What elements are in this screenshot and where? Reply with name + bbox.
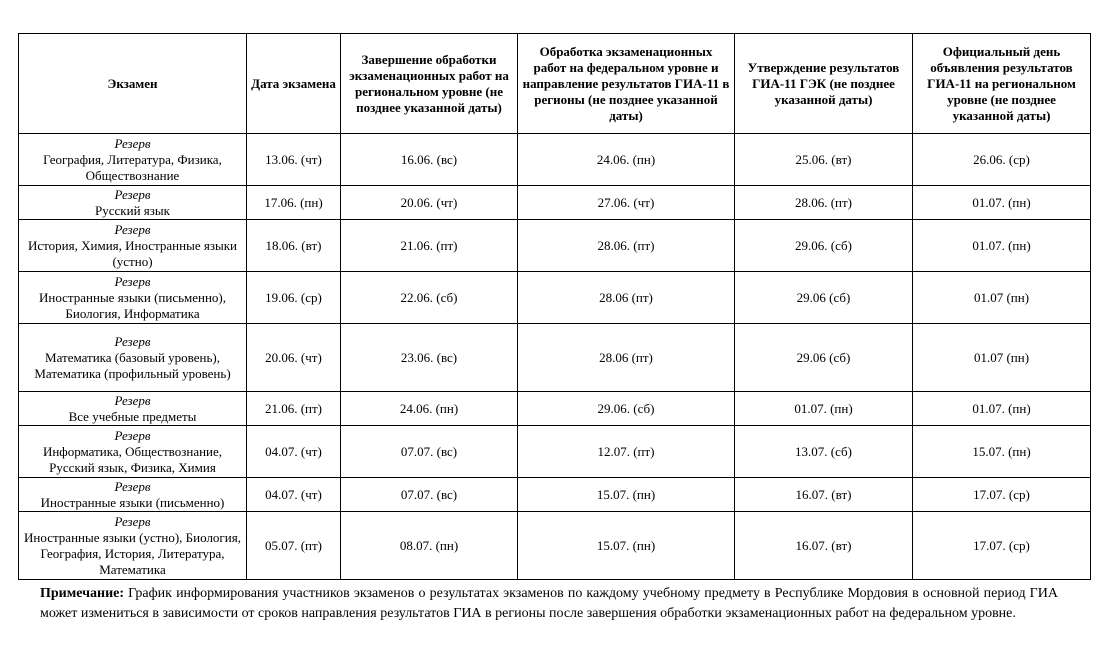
exam-subjects: Иностранные языки (письменно), Биология, Информатика — [38, 289, 227, 321]
federal-deadline: 24.06. (пн) — [518, 134, 735, 186]
gek-deadline: 25.06. (вт) — [735, 134, 913, 186]
table-row — [19, 220, 1091, 272]
gek-deadline: 29.06. (сб) — [735, 220, 913, 272]
exam-subjects: Русский язык — [95, 202, 170, 218]
exam-date: 18.06. (вт) — [247, 220, 341, 272]
federal-deadline: 28.06. (пт) — [518, 220, 735, 272]
reserve-tag: Резерв — [114, 427, 151, 443]
federal-deadline: 12.07. (пт) — [518, 426, 735, 478]
official-date: 17.07. (ср) — [913, 512, 1091, 580]
exam-subjects: История, Химия, Иностранные языки (устно) — [28, 237, 237, 269]
exam-date: 04.07. (чт) — [247, 478, 341, 512]
footnote — [40, 584, 1058, 624]
regional-deadline: 24.06. (пн) — [341, 392, 518, 426]
exam-subjects: Математика (базовый уровень), Математика (профильный уровень) — [34, 349, 231, 381]
footnote-text: График информирования участников экзаменов о результатах экзаменов по каждому учебному предмету в Республике Мордовия в основной период ГИА может измениться в зависимости от сроков направления результатов ГИА в регионы после завершения обработки экзаменационных работ на федеральном уровне. — [40, 586, 1058, 621]
table-row — [19, 272, 1091, 324]
exam-subjects: Иностранные языки (письменно) — [40, 494, 225, 510]
exam-subjects: Все учебные предметы — [68, 408, 197, 424]
official-date: 01.07 (пн) — [913, 272, 1091, 324]
gek-deadline: 29.06 (сб) — [735, 324, 913, 392]
header-exam-date: Дата экзамена — [247, 34, 341, 134]
gek-deadline: 01.07. (пн) — [735, 392, 913, 426]
regional-deadline: 23.06. (вс) — [341, 324, 518, 392]
exam-cell — [19, 478, 247, 512]
exam-subjects: Информатика, Обществознание, Русский язык, Физика, Химия — [42, 443, 223, 475]
header-regional-processing: Завершение обработки экзаменационных работ на региональном уровне (не позднее указанной даты) — [341, 34, 518, 134]
reserve-tag: Резерв — [114, 186, 151, 202]
table-row — [19, 392, 1091, 426]
exam-cell — [19, 134, 247, 186]
exam-date: 04.07. (чт) — [247, 426, 341, 478]
regional-deadline: 16.06. (вс) — [341, 134, 518, 186]
header-gek-approval: Утверждение результатов ГИА-11 ГЭК (не позднее указанной даты) — [735, 34, 913, 134]
exam-cell — [19, 324, 247, 392]
exam-subjects: География, Литература, Физика, Обществознание — [43, 151, 222, 183]
exam-date: 21.06. (пт) — [247, 392, 341, 426]
federal-deadline: 27.06. (чт) — [518, 186, 735, 220]
federal-deadline: 15.07. (пн) — [518, 478, 735, 512]
exam-cell — [19, 426, 247, 478]
exam-date: 13.06. (чт) — [247, 134, 341, 186]
header-federal-processing: Обработка экзаменационных работ на федеральном уровне и направление результатов ГИА-11 в регионы (не позднее указанной даты) — [518, 34, 735, 134]
regional-deadline: 20.06. (чт) — [341, 186, 518, 220]
federal-deadline: 28.06 (пт) — [518, 272, 735, 324]
official-date: 01.07. (пн) — [913, 186, 1091, 220]
official-date: 15.07. (пн) — [913, 426, 1091, 478]
gek-deadline: 13.07. (сб) — [735, 426, 913, 478]
table-row — [19, 478, 1091, 512]
regional-deadline: 22.06. (сб) — [341, 272, 518, 324]
table-header-row — [19, 34, 1091, 134]
gek-deadline: 16.07. (вт) — [735, 512, 913, 580]
regional-deadline: 07.07. (вс) — [341, 478, 518, 512]
footnote-label: Примечание: — [40, 586, 125, 601]
reserve-tag: Резерв — [114, 392, 151, 408]
exam-date: 19.06. (ср) — [247, 272, 341, 324]
official-date: 01.07. (пн) — [913, 220, 1091, 272]
gek-deadline: 29.06 (сб) — [735, 272, 913, 324]
regional-deadline: 07.07. (вс) — [341, 426, 518, 478]
table-row — [19, 512, 1091, 580]
reserve-tag: Резерв — [114, 513, 151, 529]
exam-date: 17.06. (пн) — [247, 186, 341, 220]
header-exam: Экзамен — [19, 34, 247, 134]
reserve-tag: Резерв — [114, 221, 151, 237]
exam-subjects: Иностранные языки (устно), Биология, География, История, Литература, Математика — [24, 529, 241, 577]
exam-cell — [19, 392, 247, 426]
official-date: 01.07. (пн) — [913, 392, 1091, 426]
exam-cell — [19, 272, 247, 324]
results-schedule-table — [18, 33, 1091, 580]
reserve-tag: Резерв — [114, 273, 151, 289]
federal-deadline: 28.06 (пт) — [518, 324, 735, 392]
reserve-tag: Резерв — [114, 478, 151, 494]
table-row — [19, 186, 1091, 220]
table-row — [19, 324, 1091, 392]
official-date: 26.06. (ср) — [913, 134, 1091, 186]
federal-deadline: 29.06. (сб) — [518, 392, 735, 426]
gek-deadline: 16.07. (вт) — [735, 478, 913, 512]
exam-cell — [19, 512, 247, 580]
reserve-tag: Резерв — [114, 135, 151, 151]
official-date: 01.07 (пн) — [913, 324, 1091, 392]
regional-deadline: 21.06. (пт) — [341, 220, 518, 272]
exam-cell — [19, 186, 247, 220]
regional-deadline: 08.07. (пн) — [341, 512, 518, 580]
table-row — [19, 426, 1091, 478]
gek-deadline: 28.06. (пт) — [735, 186, 913, 220]
table-row — [19, 134, 1091, 186]
official-date: 17.07. (ср) — [913, 478, 1091, 512]
header-official-announcement: Официальный день объявления результатов ГИА-11 на региональном уровне (не позднее указанной даты) — [913, 34, 1091, 134]
exam-cell — [19, 220, 247, 272]
exam-date: 05.07. (пт) — [247, 512, 341, 580]
federal-deadline: 15.07. (пн) — [518, 512, 735, 580]
reserve-tag: Резерв — [114, 333, 151, 349]
exam-date: 20.06. (чт) — [247, 324, 341, 392]
